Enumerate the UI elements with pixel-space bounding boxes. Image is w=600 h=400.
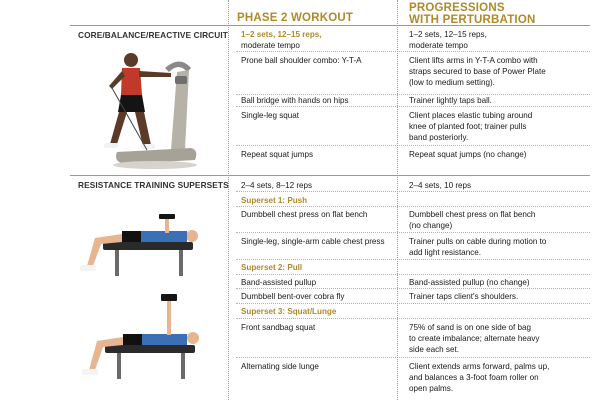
person-leg-right [135, 112, 151, 146]
row-rule [236, 357, 590, 358]
resist-row-10-prog-line3: open palms. [409, 384, 454, 393]
core-row-2-prog-line2: straps secured to base of Power Plate [409, 67, 546, 76]
person-shorts [122, 231, 141, 242]
resist-row-1-workout: 2–4 sets, 8–12 reps [241, 181, 313, 190]
section-rule [70, 175, 590, 176]
resist-row-1-prog: 2–4 sets, 10 reps [409, 181, 472, 190]
bench-pad [105, 345, 195, 353]
core-row-1-prog-line2: moderate tempo [409, 41, 468, 50]
person-shoe [80, 265, 96, 271]
row-rule [236, 318, 590, 319]
resist-row-4-prog [409, 236, 546, 258]
resist-row-7-workout: Dumbbell bent-over cobra fly [241, 292, 345, 301]
bench-pad [103, 242, 193, 250]
resist-row-10-prog-line2: and balances a 3-foot foam roller on [409, 373, 539, 382]
row-rule [236, 206, 590, 207]
person-arm [167, 300, 171, 335]
person-torso [121, 68, 142, 95]
machine-base-shadow [113, 161, 197, 169]
person-shoe [82, 369, 98, 375]
resist-row-6-prog: Band-assisted pullup (no change) [409, 278, 530, 287]
resist-row-9-prog-line1: 75% of sand is on one side of bag [409, 323, 531, 332]
column-divider-left [228, 0, 229, 400]
person-top [140, 231, 187, 242]
core-row-1-prog [409, 29, 487, 51]
phase2-header: PHASE 2 WORKOUT [237, 12, 354, 24]
resist-row-9-prog-line2: to create imbalance; alternate heavy [409, 334, 540, 343]
dumbbell-icon [161, 294, 177, 301]
column-divider-right [397, 0, 398, 400]
bench-leg [181, 353, 185, 379]
person-top [141, 334, 187, 345]
core-row-4-prog-line2: knee of planted foot; trainer pulls [409, 122, 527, 131]
chest-press-photo-2 [75, 290, 220, 390]
row-rule [236, 232, 590, 233]
core-row-2-prog-line3: (low to medium setting). [409, 78, 495, 87]
row-rule [236, 51, 590, 52]
resist-row-7-prog: Trainer taps client's shoulders. [409, 292, 519, 301]
core-row-1-prog-line1: 1–2 sets, 12–15 reps, [409, 30, 487, 39]
core-row-4-workout: Single-leg squat [241, 111, 300, 120]
row-rule [236, 303, 590, 304]
header-rule [70, 25, 590, 26]
resist-row-6-workout: Band-assisted pullup [241, 278, 317, 287]
core-row-3-workout: Ball bridge with hands on hips [241, 96, 349, 105]
resist-row-3-prog-line2: (no change) [409, 221, 453, 230]
person-head [124, 53, 138, 67]
resist-row-9-prog-line3: side each set. [409, 345, 459, 354]
section-resistance: RESISTANCE TRAINING SUPERSETS [78, 180, 229, 190]
resist-row-9-prog [409, 322, 539, 355]
core-row-4-prog-line1: Client places elastic tubing around [409, 111, 533, 120]
progressions-header-line1: PROGRESSIONS [409, 2, 505, 14]
core-row-4-prog-line3: band posteriorly. [409, 133, 469, 142]
dumbbell-icon [159, 214, 175, 219]
person-leg-left [110, 112, 127, 144]
core-row-3-prog: Trainer lightly taps ball. [409, 96, 492, 105]
resist-row-4-prog-line1: Trainer pulls on cable during motion to [409, 237, 547, 246]
person-arm [165, 217, 169, 233]
core-row-1-workout-line1: 1–2 sets, 12–15 reps, [241, 30, 322, 39]
resist-row-4-prog-line2: add light resistance. [409, 248, 481, 257]
chest-press-photo-1 [75, 214, 220, 284]
core-row-5-workout: Repeat squat jumps [241, 150, 313, 159]
resist-row-4-workout: Single-leg, single-arm cable chest press [241, 237, 385, 246]
core-row-4-prog [409, 110, 532, 143]
superset-1-label: Superset 1: Push [241, 196, 308, 205]
superset-3-label: Superset 3: Squat/Lunge [241, 307, 337, 316]
person-head [186, 230, 198, 242]
core-row-1-workout-line2: moderate tempo [241, 41, 300, 50]
progressions-header-line2: WITH PERTURBATION [409, 14, 536, 26]
section-core: CORE/BALANCE/REACTIVE CIRCUIT [78, 30, 228, 40]
person-arm [139, 71, 171, 77]
person-shoe-right [141, 144, 155, 149]
row-rule [236, 259, 590, 260]
row-rule [236, 274, 590, 275]
person-head [187, 332, 199, 344]
core-row-2-prog-line1: Client lifts arms in Y-T-A combo with [409, 56, 538, 65]
person-shorts [118, 95, 145, 112]
row-rule [236, 145, 590, 146]
person-shorts [123, 334, 142, 345]
core-row-2-prog [409, 55, 546, 88]
resist-row-10-prog [409, 361, 549, 394]
progressions-header [409, 2, 535, 26]
superset-2-label: Superset 2: Pull [241, 263, 303, 272]
core-row-2-workout: Prone ball shoulder combo: Y-T-A [241, 56, 362, 65]
resist-row-9-workout: Front sandbag squat [241, 323, 316, 332]
row-rule [236, 288, 590, 289]
bench-leg [179, 250, 183, 276]
core-row-1-workout [241, 29, 322, 51]
core-row-5-prog: Repeat squat jumps (no change) [409, 150, 527, 159]
machine-screen [175, 76, 187, 84]
resist-row-3-prog [409, 209, 535, 231]
person-shoe-left [104, 143, 118, 148]
resist-row-10-prog-line1: Client extends arms forward, palms up, [409, 362, 550, 371]
bench-leg [115, 250, 119, 276]
row-rule [236, 191, 590, 192]
vibration-plate-photo [95, 40, 225, 175]
resist-row-3-workout: Dumbbell chest press on flat bench [241, 210, 368, 219]
resist-row-10-workout: Alternating side lunge [241, 362, 319, 371]
bench-leg [117, 353, 121, 379]
resist-row-3-prog-line1: Dumbbell chest press on flat bench [409, 210, 536, 219]
row-rule [236, 106, 590, 107]
